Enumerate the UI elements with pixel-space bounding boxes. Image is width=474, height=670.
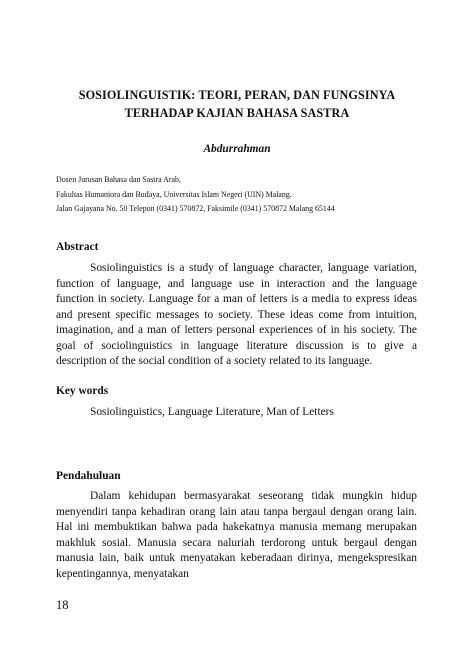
affiliation-line: Fakultas Humaniora dan Budaya, Universitas Islam Negeri (UIN) Malang. <box>56 189 292 199</box>
author-name: Abdurrahman <box>203 143 271 155</box>
section-heading-introduction: Pendahuluan <box>56 470 121 482</box>
keywords-heading: Key words <box>56 385 109 397</box>
author-affiliation <box>56 173 436 217</box>
title-line-2: TERHADAP KAJIAN BAHASA SASTRA <box>124 106 350 120</box>
affiliation-line: Jalan Gajayana No. 50 Telepon (0341) 570872, Faksimile (0341) 570872 Malang 65144 <box>56 204 335 213</box>
introduction-paragraph: Dalam kehidupan bermasyarakat seseorang tidak mungkin hidup menyendiri tanpa kehadiran orang lain atau tanpa bergaul dengan orang lain. Hal ini membuktikan bahwa pada hakekatnya manusia memang merupakan makhluk sosial. Manusia secara naluriah terdorong untuk bergaul dengan manusia lain, baik untuk menyatakan keberadaan dirinya, mengekspresikan kepentingannya, menyatakan <box>56 490 417 580</box>
abstract-body <box>56 261 417 370</box>
keywords-text: Sosiolinguistics, Language Literature, Man of Letters <box>90 406 334 418</box>
abstract-paragraph: Sosiolinguistics is a study of language character, language variation, function of language, and language use in interaction and the language function in society. Language for a man of letters is a media to express ideas and present specific messages to society. These ideas come from intuition, imagination, and a man of letters personal experiences of in his society. The goal of sociolinguistics in language literature discussion is to give a description of the social condition of a society related to its language. <box>56 262 417 367</box>
page-number: 18 <box>56 598 69 612</box>
paper-title <box>30 86 444 122</box>
affiliation-line: Dosen Jurusan Bahasa dan Sastra Arab, <box>56 175 181 184</box>
introduction-body <box>56 489 417 582</box>
abstract-heading: Abstract <box>56 241 99 253</box>
title-line-1: SOSIOLINGUISTIK: TEORI, PERAN, DAN FUNGSINYA <box>78 88 396 102</box>
